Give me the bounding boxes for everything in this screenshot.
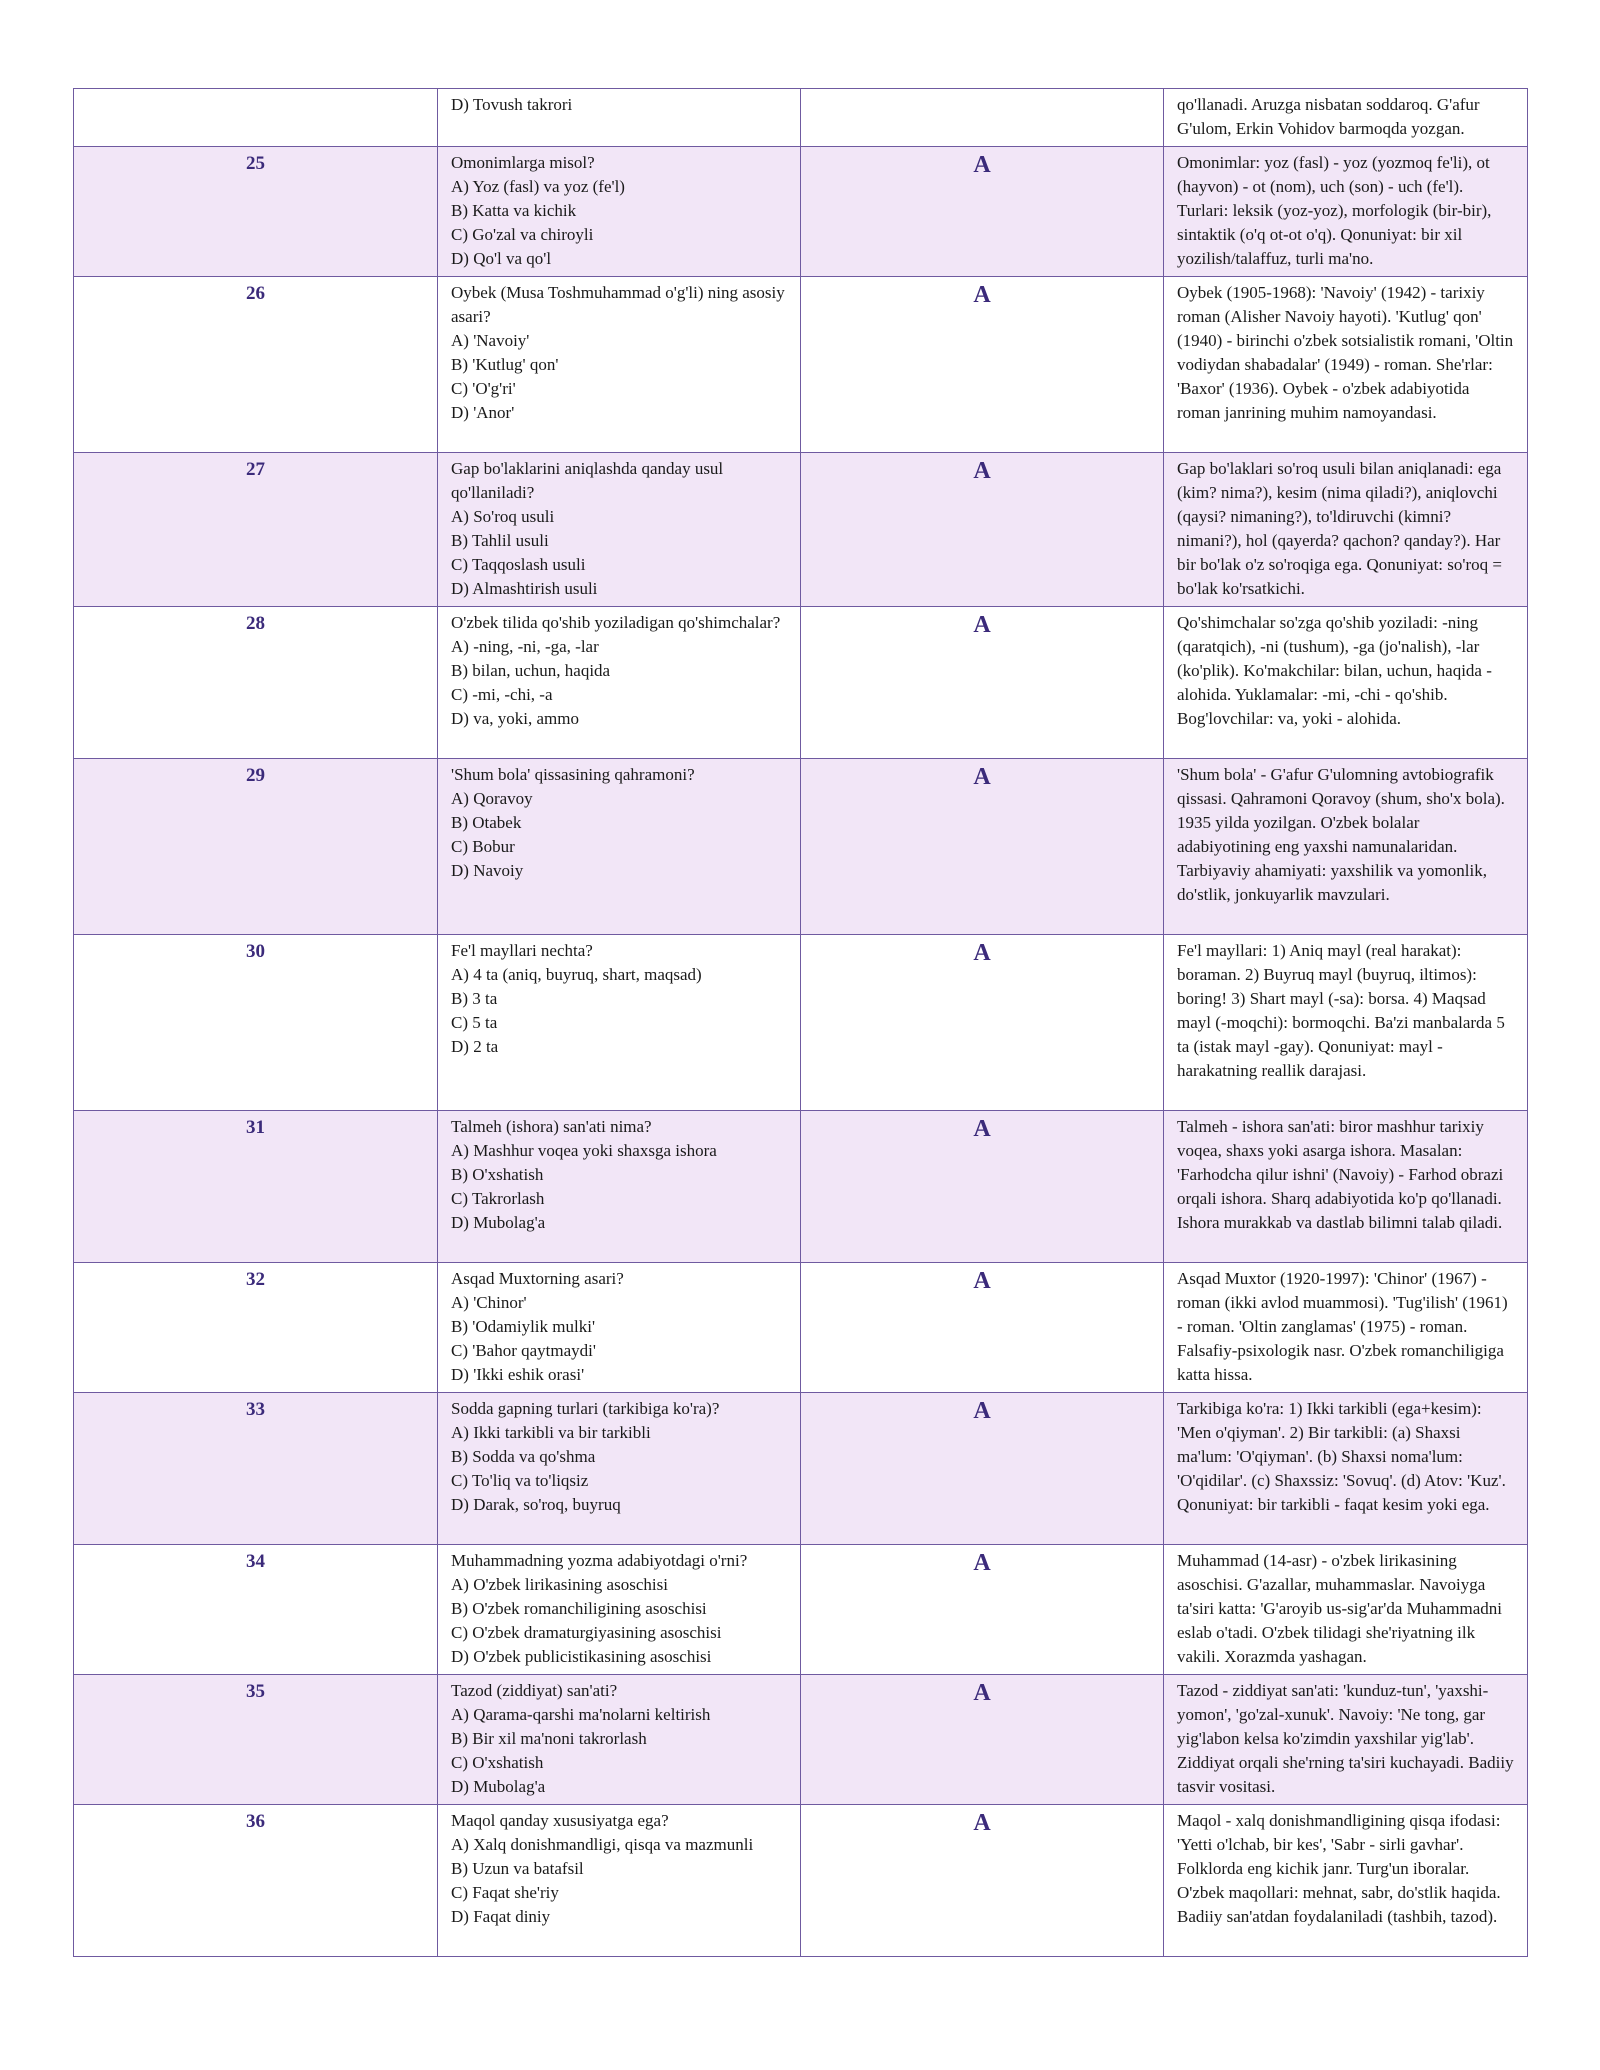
explanation-cell [1164, 1805, 1528, 1957]
explanation-text: Asqad Muxtor (1920-1997): 'Chinor' (1967) - roman (ikki avlod muammosi). 'Tug'ilish' (1961) - roman. 'Oltin zanglamas' (1975) - roman. Falsafiy-psixologik nasr. O'zbek romanchiligiga katta hissa. [1177, 1269, 1508, 1384]
question-cell [438, 453, 801, 607]
explanation-text: Gap bo'laklari so'roq usuli bilan aniqlanadi: ega (kim? nima?), kesim (nima qiladi?), aniqlovchi (qaysi? nimaning?), to'ldiruvchi (kimni? nimani?), hol (qayerda? qachon? qanday?). Har bir bo'lak o'z so'roqiga ega. Qonuniyat: so'roq = bo'lak ko'rsatkichi. [1177, 459, 1502, 598]
explanation-cell [1164, 935, 1528, 1111]
answer-option: A) O'zbek lirikasining asoschisi [451, 1575, 668, 1594]
answer-option: C) -mi, -chi, -a [451, 685, 553, 704]
explanation-cell [1164, 1545, 1528, 1675]
table-row [74, 1545, 1528, 1675]
question-number: 35 [74, 1675, 438, 1805]
question-text: Fe'l mayllari nechta? [451, 941, 593, 960]
answer-option: D) Almashtirish usuli [451, 579, 598, 598]
question-text: Maqol qanday xususiyatga ega? [451, 1811, 669, 1830]
question-cell [438, 277, 801, 453]
answer-option: C) Bobur [451, 837, 515, 856]
answer-option: D) Tovush takrori [451, 95, 573, 114]
answer-option: B) bilan, uchun, haqida [451, 661, 611, 680]
correct-answer: A [801, 147, 1164, 277]
table-row [74, 1111, 1528, 1263]
question-number: 31 [74, 1111, 438, 1263]
answer-option: D) Darak, so'roq, buyruq [451, 1495, 621, 1514]
question-text: Tazod (ziddiyat) san'ati? [451, 1681, 618, 1700]
explanation-cell [1164, 147, 1528, 277]
answer-option: A) 'Chinor' [451, 1293, 527, 1312]
answer-option: C) 'O'g'ri' [451, 379, 516, 398]
correct-answer: A [801, 453, 1164, 607]
explanation-cell [1164, 1675, 1528, 1805]
correct-answer: A [801, 935, 1164, 1111]
question-text: Sodda gapning turlari (tarkibiga ko'ra)? [451, 1399, 720, 1418]
question-cell [438, 1545, 801, 1675]
table-row [74, 607, 1528, 759]
correct-answer: A [801, 1545, 1164, 1675]
question-cell [438, 1675, 801, 1805]
answer-option: B) Katta va kichik [451, 201, 577, 220]
answer-option: D) 2 ta [451, 1037, 499, 1056]
table-row [74, 1263, 1528, 1393]
table-row [74, 277, 1528, 453]
question-number: 36 [74, 1805, 438, 1957]
explanation-text: Fe'l mayllari: 1) Aniq mayl (real harakat): boraman. 2) Buyruq mayl (buyruq, iltimos): boring! 3) Shart mayl (-sa): borsa. 4) Maqsad mayl (-moqchi): bormoqchi. Ba'zi manbalarda 5 ta (istak mayl -gay). Qonuniyat: mayl - harakatning reallik darajasi. [1177, 941, 1505, 1080]
explanation-cell [1164, 1393, 1528, 1545]
answer-option: C) 'Bahor qaytmaydi' [451, 1341, 596, 1360]
explanation-cell [1164, 277, 1528, 453]
answer-option: A) Xalq donishmandligi, qisqa va mazmunli [451, 1835, 754, 1854]
answer-option: B) Uzun va batafsil [451, 1859, 584, 1878]
answer-table [73, 88, 1528, 1957]
explanation-cell [1164, 1263, 1528, 1393]
table-row [74, 1675, 1528, 1805]
answer-option: B) O'xshatish [451, 1165, 544, 1184]
question-number: 34 [74, 1545, 438, 1675]
question-number: 29 [74, 759, 438, 935]
answer-option: D) Mubolag'a [451, 1213, 546, 1232]
question-text: Asqad Muxtorning asari? [451, 1269, 624, 1288]
question-cell [438, 607, 801, 759]
explanation-text: Talmeh - ishora san'ati: biror mashhur tarixiy voqea, shaxs yoki asarga ishora. Masalan: 'Farhodcha qilur ishni' (Navoiy) - Farhod obrazi orqali ishora. Sharq adabiyotida ko'p qo'llanadi. Ishora murakkab va dastlab bilimni talab qiladi. [1177, 1117, 1504, 1232]
explanation-text: Qo'shimchalar so'zga qo'shib yoziladi: -ning (qaratqich), -ni (tushum), -ga (jo'nalish), -lar (ko'plik). Ko'makchilar: bilan, uchun, haqida - alohida. Yuklamalar: -mi, -chi - qo'shib. Bog'lovchilar: va, yoki - alohida. [1177, 613, 1492, 728]
question-text: O'zbek tilida qo'shib yoziladigan qo'shimchalar? [451, 613, 781, 632]
question-cell [438, 1805, 801, 1957]
correct-answer: A [801, 1393, 1164, 1545]
explanation-cell [1164, 759, 1528, 935]
answer-option: D) Faqat diniy [451, 1907, 551, 1926]
explanation-cell [1164, 89, 1528, 147]
question-cell [438, 1263, 801, 1393]
answer-option: C) O'xshatish [451, 1753, 544, 1772]
question-cell [438, 1393, 801, 1545]
answer-table-body [74, 89, 1528, 1957]
explanation-text: Oybek (1905-1968): 'Navoiy' (1942) - tarixiy roman (Alisher Navoiy hayoti). 'Kutlug' qon' (1940) - birinchi o'zbek sotsialistik romani, 'Oltin vodiydan shabadalar' (1949) - roman. She'rlar: 'Baxor' (1936). Oybek - o'zbek adabiyotida roman janrining muhim namoyandasi. [1177, 283, 1514, 422]
explanation-cell [1164, 607, 1528, 759]
explanation-text: Tarkibiga ko'ra: 1) Ikki tarkibli (ega+kesim): 'Men o'qiyman'. 2) Bir tarkibli: (a) Shaxsi ma'lum: 'O'qiyman'. (b) Shaxsi noma'lum: 'O'qidilar'. (c) Shaxssiz: 'Sovuq'. (d) Atov: 'Kuz'. Qonuniyat: bir tarkibli - faqat kesim yoki ega. [1177, 1399, 1506, 1514]
explanation-text: Tazod - ziddiyat san'ati: 'kunduz-tun', 'yaxshi-yomon', 'go'zal-xunuk'. Navoiy: 'Ne tong, gar yig'labon kelsa ko'zimdin yaxshilar yig'lab'. Ziddiyat orqali she'rning ta'siri kuchayadi. Badiiy tasvir vositasi. [1177, 1681, 1514, 1796]
answer-option: B) 'Odamiylik mulki' [451, 1317, 596, 1336]
answer-option: B) 3 ta [451, 989, 498, 1008]
question-text: Oybek (Musa Toshmuhammad o'g'li) ning asosiy asari? [451, 283, 785, 326]
answer-option: A) Qoravoy [451, 789, 533, 808]
answer-option: C) Faqat she'riy [451, 1883, 559, 1902]
explanation-text: qo'llanadi. Aruzga nisbatan soddaroq. G'afur G'ulom, Erkin Vohidov barmoqda yozgan. [1177, 95, 1480, 138]
answer-option: A) Ikki tarkibli va bir tarkibli [451, 1423, 651, 1442]
table-row [74, 147, 1528, 277]
question-text: Talmeh (ishora) san'ati nima? [451, 1117, 652, 1136]
explanation-text: Maqol - xalq donishmandligining qisqa ifodasi: 'Yetti o'lchab, bir kes', 'Sabr - sirli gavhar'. Folklorda eng kichik janr. Turg'un iboralar. O'zbek maqollari: mehnat, sabr, do'stlik haqida. Badiiy san'atdan foydalaniladi (tashbih, tazod). [1177, 1811, 1501, 1926]
question-number: 26 [74, 277, 438, 453]
question-number: 27 [74, 453, 438, 607]
table-row [74, 935, 1528, 1111]
correct-answer: A [801, 1111, 1164, 1263]
question-number [74, 89, 438, 147]
answer-option: A) Mashhur voqea yoki shaxsga ishora [451, 1141, 717, 1160]
question-text: Muhammadning yozma adabiyotdagi o'rni? [451, 1551, 748, 1570]
answer-option: C) O'zbek dramaturgiyasining asoschisi [451, 1623, 722, 1642]
question-cell [438, 1111, 801, 1263]
answer-option: A) So'roq usuli [451, 507, 555, 526]
explanation-cell [1164, 453, 1528, 607]
answer-option: C) Taqqoslash usuli [451, 555, 586, 574]
answer-option: C) To'liq va to'liqsiz [451, 1471, 589, 1490]
question-cell [438, 89, 801, 147]
answer-option: D) 'Ikki eshik orasi' [451, 1365, 585, 1384]
answer-option: D) va, yoki, ammo [451, 709, 579, 728]
correct-answer: A [801, 277, 1164, 453]
answer-option: C) 5 ta [451, 1013, 498, 1032]
answer-option: B) Otabek [451, 813, 522, 832]
correct-answer [801, 89, 1164, 147]
answer-option: D) Qo'l va qo'l [451, 249, 552, 268]
explanation-text: Omonimlar: yoz (fasl) - yoz (yozmoq fe'li), ot (hayvon) - ot (nom), uch (son) - uch (fe'l). Turlari: leksik (yoz-yoz), morfologik (bir-bir), sintaktik (o'q ot-ot o'q). Qonuniyat: bir xil yozilish/talaffuz, turli ma'no. [1177, 153, 1492, 268]
answer-option: D) Mubolag'a [451, 1777, 546, 1796]
question-number: 32 [74, 1263, 438, 1393]
correct-answer: A [801, 759, 1164, 935]
table-row [74, 1805, 1528, 1957]
answer-option: B) Tahlil usuli [451, 531, 549, 550]
answer-option: A) 4 ta (aniq, buyruq, shart, maqsad) [451, 965, 702, 984]
question-text: 'Shum bola' qissasining qahramoni? [451, 765, 695, 784]
correct-answer: A [801, 607, 1164, 759]
question-number: 25 [74, 147, 438, 277]
table-row [74, 759, 1528, 935]
explanation-text: 'Shum bola' - G'afur G'ulomning avtobiografik qissasi. Qahramoni Qoravoy (shum, sho'x bola). 1935 yilda yozilgan. O'zbek bolalar adabiyotining eng yaxshi namunalaridan. Tarbiyaviy ahamiyati: yaxshilik va yomonlik, do'stlik, jonkuyarlik mavzulari. [1177, 765, 1505, 904]
answer-option: D) Navoiy [451, 861, 524, 880]
answer-option: D) O'zbek publicistikasining asoschisi [451, 1647, 712, 1666]
correct-answer: A [801, 1675, 1164, 1805]
answer-option: D) 'Anor' [451, 403, 515, 422]
question-cell [438, 759, 801, 935]
question-number: 30 [74, 935, 438, 1111]
question-cell [438, 935, 801, 1111]
answer-option: B) Sodda va qo'shma [451, 1447, 596, 1466]
answer-option: C) Takrorlash [451, 1189, 545, 1208]
question-text: Gap bo'laklarini aniqlashda qanday usul qo'llaniladi? [451, 459, 724, 502]
answer-option: A) Yoz (fasl) va yoz (fe'l) [451, 177, 625, 196]
question-number: 28 [74, 607, 438, 759]
explanation-cell [1164, 1111, 1528, 1263]
answer-option: B) Bir xil ma'noni takrorlash [451, 1729, 647, 1748]
answer-option: B) 'Kutlug' qon' [451, 355, 559, 374]
answer-option: A) Qarama-qarshi ma'nolarni keltirish [451, 1705, 711, 1724]
correct-answer: A [801, 1263, 1164, 1393]
table-row [74, 1393, 1528, 1545]
question-cell [438, 147, 801, 277]
answer-option: B) O'zbek romanchiligining asoschisi [451, 1599, 707, 1618]
answer-option: C) Go'zal va chiroyli [451, 225, 594, 244]
explanation-text: Muhammad (14-asr) - o'zbek lirikasining asoschisi. G'azallar, muhammaslar. Navoiyga ta'siri katta: 'G'aroyib us-sig'ar'da Muhammadni eslab o'tadi. O'zbek tilidagi she'riyatning ilk vakili. Xorazmda yashagan. [1177, 1551, 1503, 1666]
table-row [74, 89, 1528, 147]
answer-option: A) 'Navoiy' [451, 331, 530, 350]
answer-option: A) -ning, -ni, -ga, -lar [451, 637, 599, 656]
correct-answer: A [801, 1805, 1164, 1957]
question-text: Omonimlarga misol? [451, 153, 595, 172]
question-number: 33 [74, 1393, 438, 1545]
table-row [74, 453, 1528, 607]
